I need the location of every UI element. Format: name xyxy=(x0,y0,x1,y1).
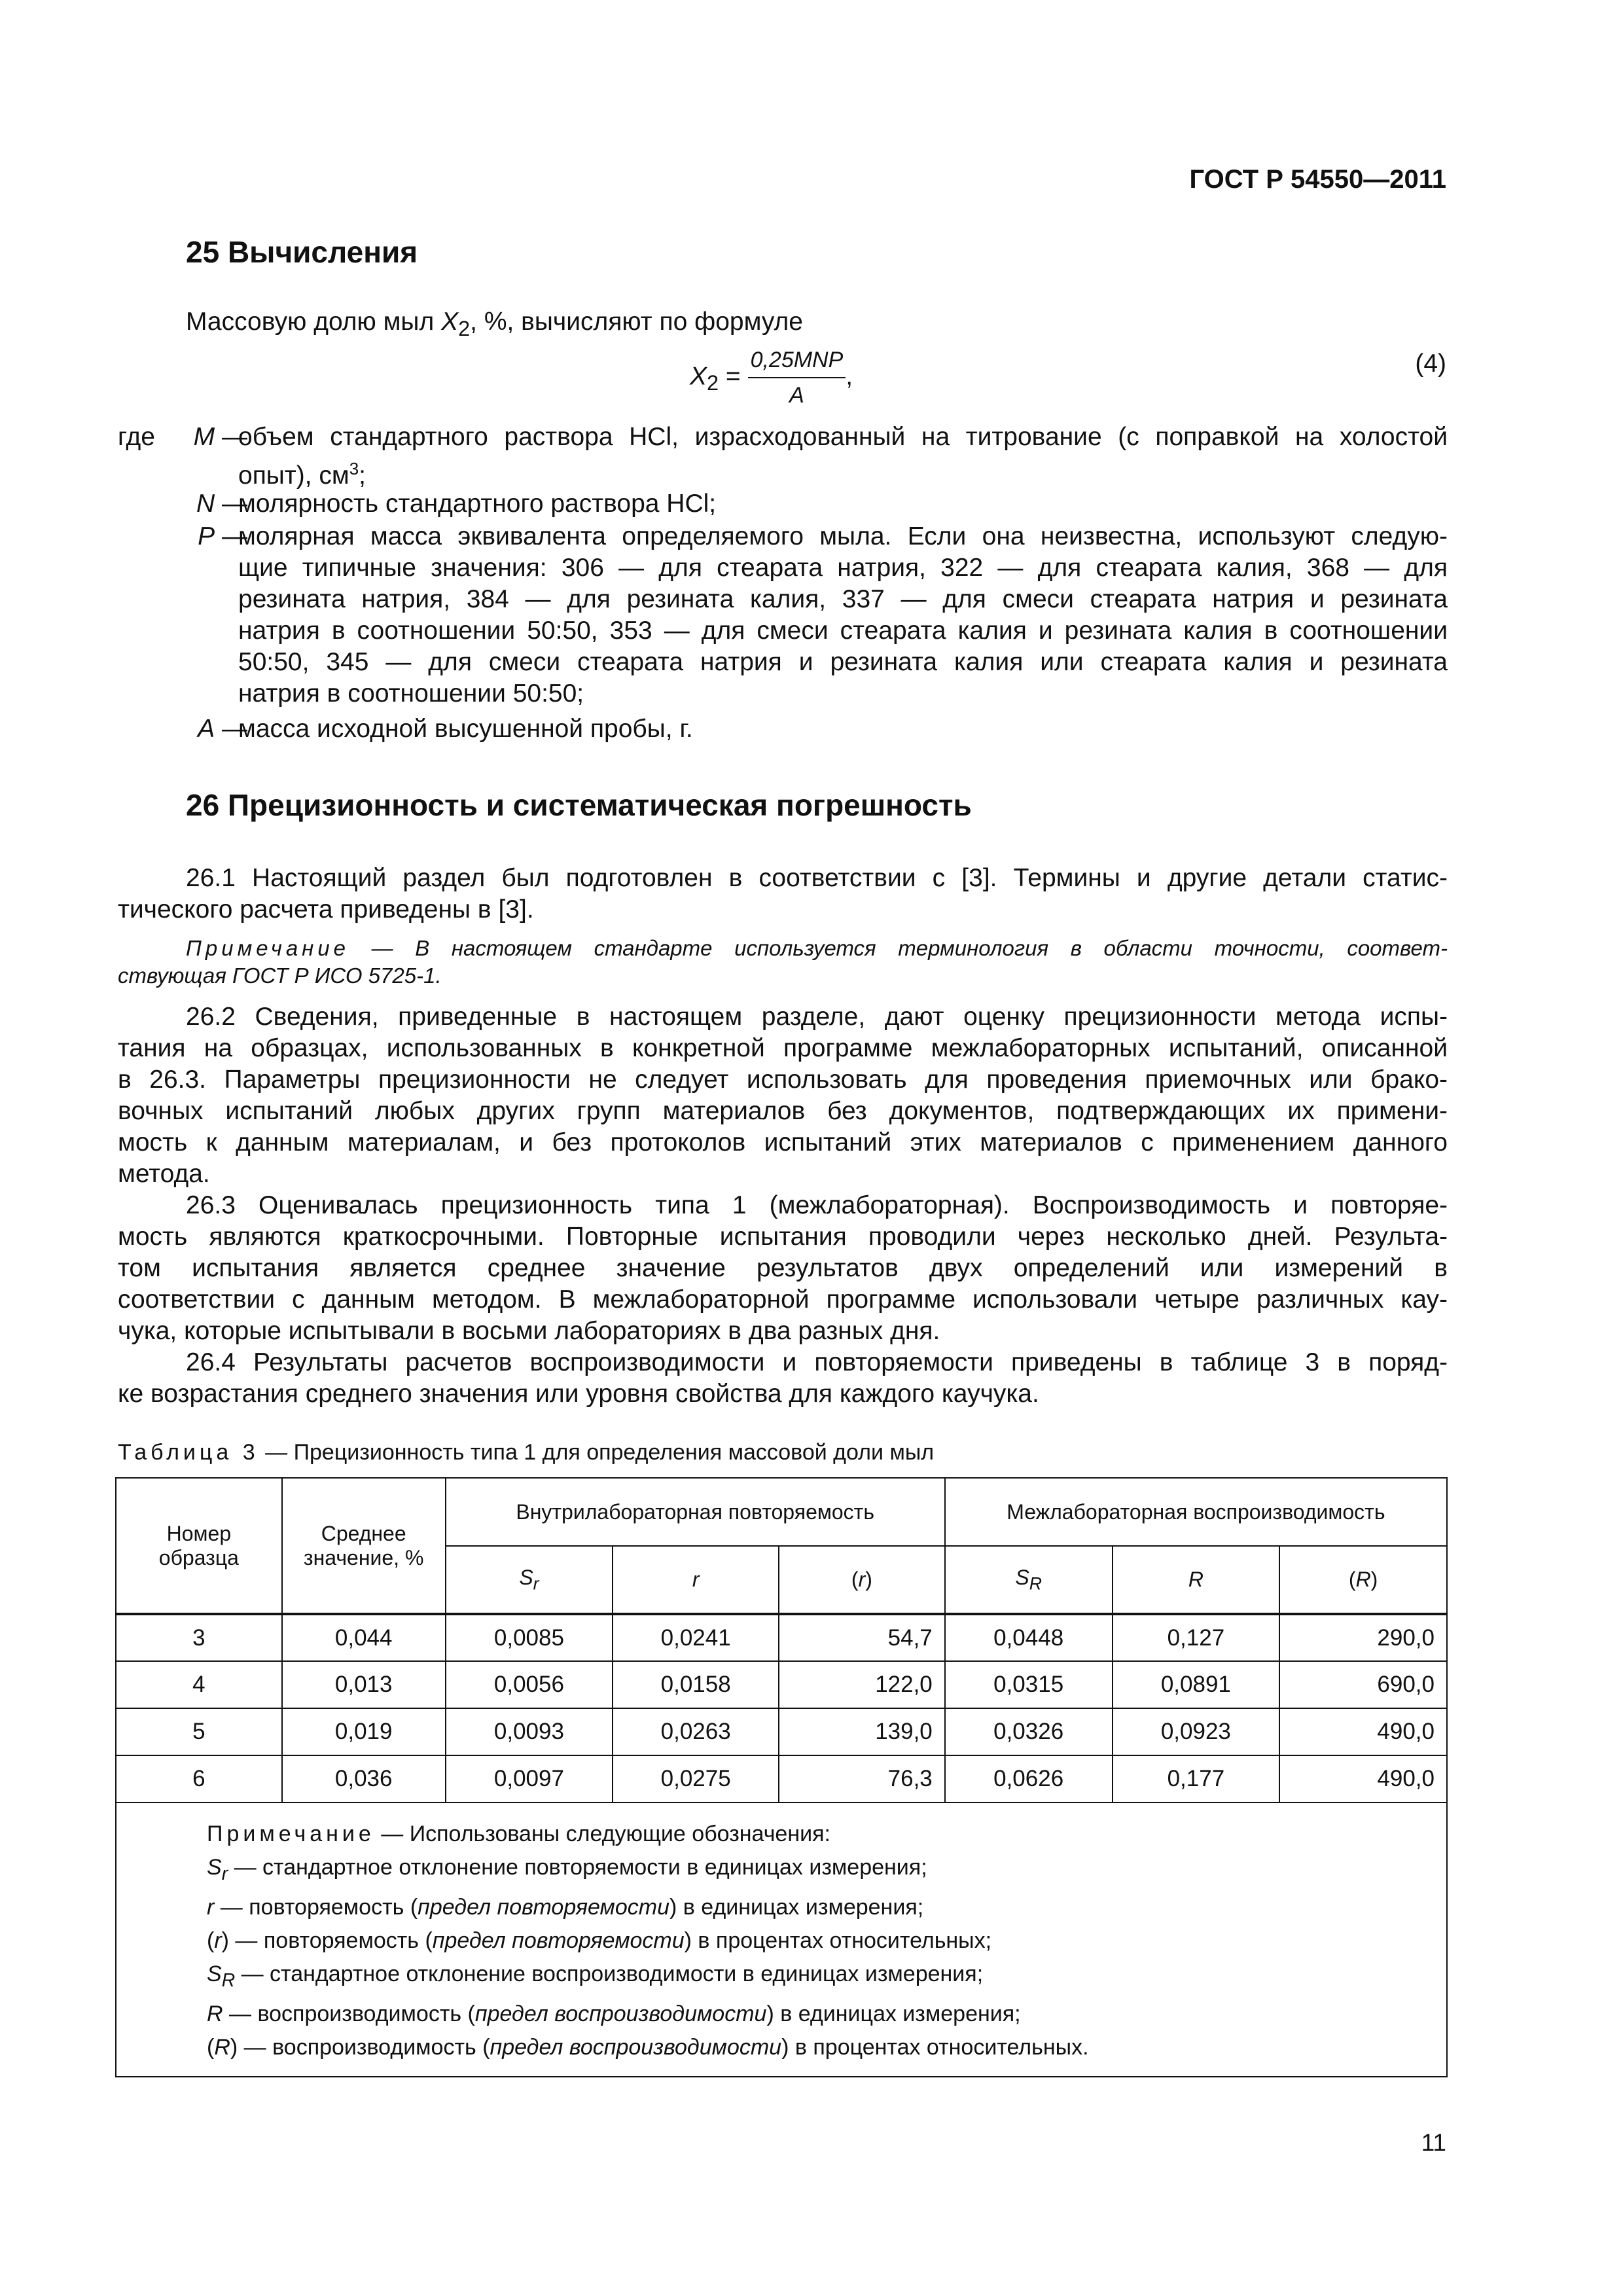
header-mean-value: Среднее значение, % xyxy=(282,1478,446,1614)
def-term-a: A — xyxy=(198,715,247,743)
formula-number: (4) xyxy=(1415,350,1446,378)
def-term-n: N — xyxy=(196,490,247,518)
def-term-m: M — xyxy=(193,423,247,451)
def-text-n: молярность стандартного раствора HCl; xyxy=(238,490,717,518)
table-row: 5 0,019 0,0093 0,0263 139,0 0,0326 0,0923 490,0 xyxy=(116,1708,1447,1755)
def-text-m: объем стандартного раствора HCl, израсходованный на титрование (с поправкой на холостой опыт), $см^3$; xyxy=(238,423,1448,490)
header-r: r xyxy=(613,1546,779,1614)
formula-intro: Массовую долю мыл $X_2$, %, вычисляют по формуле xyxy=(186,308,803,340)
section-26-title: 26 Прецизионность и систематическая погрешность xyxy=(186,788,972,822)
where-label: где xyxy=(118,423,155,451)
section-25-title: 25 Вычисления xyxy=(186,235,418,269)
header-r-capital: R xyxy=(1113,1546,1280,1614)
note-terminology: Примечание — В настоящем стандарте используется терминология в области точности, соответ- ствующая ГОСТ Р ИСО 5725-1. xyxy=(118,936,1448,988)
header-sr: $S_r$ xyxy=(446,1546,613,1614)
precision-table xyxy=(115,1477,1448,2077)
header-repeatability: Внутрилабораторная повторяемость xyxy=(446,1478,945,1546)
paragraph-26-3: 26.3 Оценивалась прецизионность типа 1 (межлабораторная). Воспроизводимость и повторяе- мость являются краткосрочными. Повторные испытания проводили через несколько дней. Результа- том испытания является среднее значение результатов двух определений или измерений в соответствии с данным методом. В межлабораторной программе использовали четыре различных кау- чука, которые испытывали в восьми лабораториях в два разных дня. xyxy=(118,1191,1448,1345)
def-text-a: масса исходной высушенной пробы, г. xyxy=(238,715,693,743)
table-row: 3 0,044 0,0085 0,0241 54,7 0,0448 0,127 290,0 xyxy=(116,1614,1447,1661)
table-note-row xyxy=(116,1803,1447,2077)
table-caption: Таблица 3 — Прецизионность типа 1 для определения массовой доли мыл xyxy=(118,1440,935,1465)
table-row: 4 0,013 0,0056 0,0158 122,0 0,0315 0,0891 690,0 xyxy=(116,1661,1447,1708)
paragraph-26-4: 26.4 Результаты расчетов воспроизводимости и повторяемости приведены в таблице 3 в поряд- ке возрастания среднего значения или уровня свойства для каждого каучука. xyxy=(118,1348,1448,1408)
paragraph-26-1: 26.1 Настоящий раздел был подготовлен в соответствии с [3]. Термины и другие детали статис- тического расчета приведены в [3]. xyxy=(118,864,1448,924)
header-sr-capital: $S_R$ xyxy=(945,1546,1113,1614)
def-term-p: P — xyxy=(198,522,247,550)
formula-4: $X_2$ = $\frac{\text{0,25MNP}}{A}$ , xyxy=(690,344,853,411)
document-code: ГОСТ Р 54550—2011 xyxy=(1189,165,1446,194)
header-r-percent: (r) xyxy=(779,1546,945,1614)
def-text-p: молярная масса эквивалента определяемого мыла. Если она неизвестна, используют следую- щие типичные значения: 306 — для стеарата натрия, 322 — для стеарата калия, 368 — для резината натрия, 384 — для резината калия, 337 — для смеси стеарата натрия и резината натрия в соотношении 50:50, 353 — для смеси стеарата калия и резината калия в соотношении 50:50, 345 — для смеси стеарата натрия и резината калия или стеарата калия и резината натрия в соотношении 50:50; xyxy=(238,522,1448,708)
page-number: 11 xyxy=(1421,2129,1446,2156)
formula-fraction: $\frac{\text{0,25MNP}}{A}$ xyxy=(748,344,846,411)
header-sample-number: Номер образца xyxy=(116,1478,282,1614)
table-row: 6 0,036 0,0097 0,0275 76,3 0,0626 0,177 490,0 xyxy=(116,1755,1447,1803)
table-note: Примечание — Использованы следующие обозначения: $S_r$ — стандартное отклонение повторяемости в единицах измерения; r — повторяемость (предел повторяемости) в единицах измерения; (r) — повторяемость (предел повторяемости) в процентах относительных; $S_R$ — стандартное отклонение воспроизводимости в единицах измерения; R — воспроизводимость (предел воспроизводимости) в единицах измерения; (R) — воспроизводимость (предел воспроизводимости) в процентах относительных. xyxy=(116,1803,1447,2077)
paragraph-26-2: 26.2 Сведения, приведенные в настоящем разделе, дают оценку прецизионности метода испы- тания на образцах, использованных в конкретной программе межлабораторных испытаний, описанной в 26.3. Параметры прецизионности не следует использовать для проведения приемочных или брако- вочных испытаний любых других групп материалов без документов, подтверждающих их примени- мость к данным материалам, и без протоколов испытаний этих материалов с применением данного метода. xyxy=(118,1003,1448,1188)
header-r-capital-percent: (R) xyxy=(1279,1546,1447,1614)
header-reproducibility: Межлабораторная воспроизводимость xyxy=(945,1478,1447,1546)
